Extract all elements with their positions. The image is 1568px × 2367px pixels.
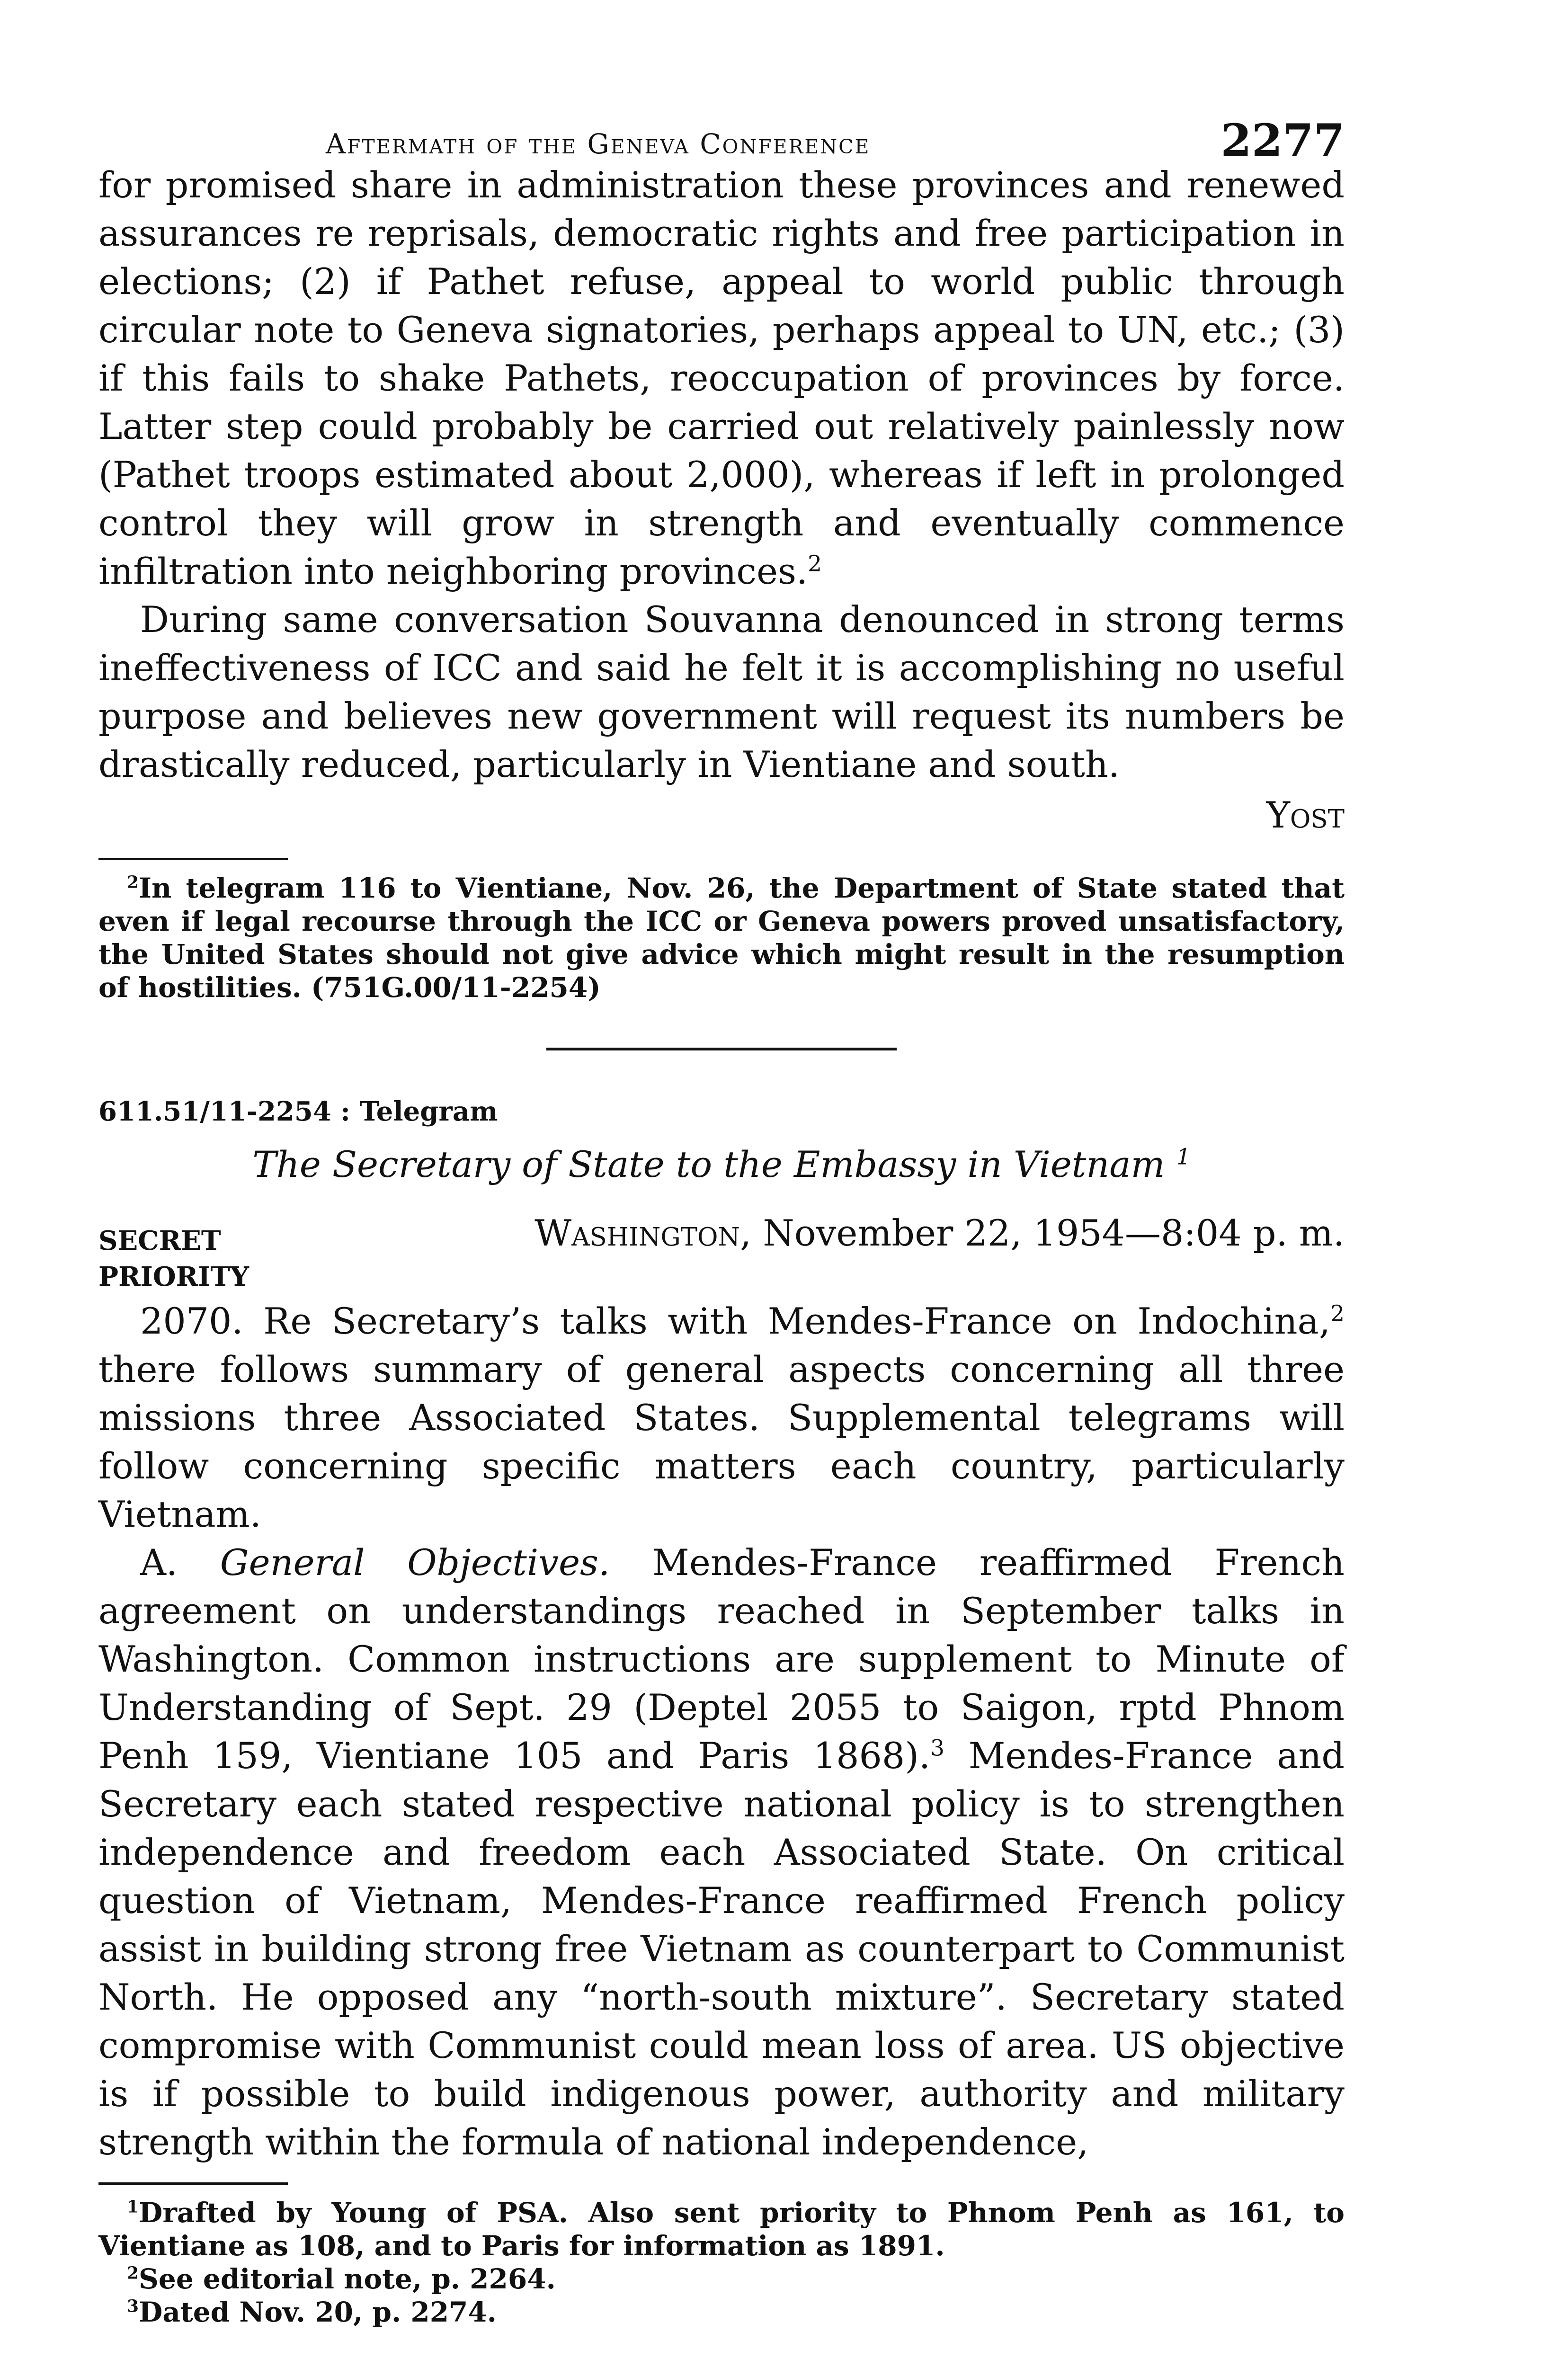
file-reference: 611.51/11-2254 : Telegram	[98, 1096, 498, 1127]
souvanna-paragraph: During same conversation Souvanna denounced in strong terms ineffectiveness of ICC and said he felt it is accomplishing no useful purpose and believes new government will request its numbers be drastically reduced, particularly in Vientiane and south.	[98, 598, 1345, 785]
footnote-item	[98, 872, 1345, 1004]
footnote-text: See editorial note, p. 2264.	[139, 2263, 556, 2295]
continued-paragraph	[98, 161, 1345, 596]
page-number: 2277	[1221, 115, 1345, 167]
signature: Yost	[1266, 794, 1345, 836]
footnote-text: Drafted by Young of PSA. Also sent priority to Phnom Penh as 161, to Vientiane as 108, and to Paris for information as 1891.	[98, 2197, 1345, 2262]
footnote-marker: 1	[127, 2197, 139, 2217]
footnote-marker: 3	[127, 2296, 139, 2316]
continued-paragraph-text: for promised share in administration these provinces and renewed assurances re reprisals, democratic rights and free participation in elections; (2) if Pathet refuse, appeal to world public through circular note to Geneva signatories, perhaps appeal to UN, etc.; (3) if this fails to shake Pathets, reoccupation of provinces by force. Latter step could probably be carried out relatively painlessly now (Pathet troops estimated about 2,000), whereas if left in prolonged control they will grow in strength and eventually commence infiltration into neighboring provinces.	[98, 164, 1345, 592]
classification: SECRET	[98, 1225, 221, 1256]
section-a-paragraph	[98, 1539, 1345, 2166]
footnote-marker: 2	[127, 872, 139, 892]
section-a-heading: General Objectives.	[220, 1541, 610, 1584]
title-footnote-ref: 1	[1176, 1144, 1191, 1170]
telegram-paragraph-start: 2070. Re Secretary’s talks with Mendes-France on Indochina,	[140, 1300, 1331, 1342]
dateline	[535, 1212, 1345, 1254]
footnote-marker: 2	[127, 2263, 139, 2283]
footnote-text: In telegram 116 to Vientiane, Nov. 26, the Department of State stated that even if legal recourse through the ICC or Geneva powers proved unsatisfactory, the United States should not give advice which might result in the resumption of hostilities. (751G.00/11-2254)	[98, 872, 1345, 1004]
priority: PRIORITY	[98, 1261, 249, 1292]
footnote-item	[98, 2196, 1345, 2262]
footnote-text: Dated Nov. 20, p. 2274.	[139, 2296, 497, 2328]
footnote-ref-3: 3	[930, 1735, 945, 1762]
section-a-part-1: Mendes-France reaffirmed French agreement on understandings reached in September talks in Washington. Common instructions are supplement to Minute of Understanding of Sept. 29 (Deptel 2055 to Saigon, rptd Phnom Penh 159, Vientiane 105 and Paris 1868).	[98, 1541, 1345, 1777]
document-page	[98, 104, 1345, 2329]
dateline-date: November 22, 1954—8:04 p. m.	[763, 1212, 1345, 1254]
footnote-rule	[98, 858, 288, 860]
footnote-ref-2: 2	[808, 551, 822, 577]
dateline-place: Washington,	[535, 1212, 752, 1254]
section-a-label: A.	[140, 1541, 178, 1584]
document-separator	[546, 1048, 897, 1050]
section-a-part-2: Mendes-France and Secretary each stated respective national policy is to strengthen independence and freedom each Associated State. On critical question of Vietnam, Mendes-France reaffirmed French policy assist in building strong free Vietnam as counterpart to Communist North. He opposed any “north-south mixture”. Secretary stated compromise with Communist could mean loss of area. US objective is if possible to build indigenous power, authority and military strength within the formula of national independence,	[98, 1735, 1345, 2163]
running-head	[98, 104, 1345, 167]
telegram-paragraph-end: there follows summary of general aspects concerning all three missions three Associated States. Supplemental telegrams will follow concerning specific matters each country, particularly Vietnam.	[98, 1348, 1345, 1535]
footnote-rule	[98, 2182, 288, 2185]
document-title	[98, 1143, 1345, 1185]
footnote-item	[98, 2262, 1345, 2296]
classification-row	[98, 1212, 1345, 1261]
document-title-text: The Secretary of State to the Embassy in Vietnam	[252, 1143, 1165, 1185]
telegram-paragraph	[98, 1297, 1345, 1539]
footnote-ref-2: 2	[1330, 1300, 1345, 1327]
footnote-item	[98, 2296, 1345, 2329]
running-title: Aftermath of the Geneva Conference	[326, 128, 871, 160]
